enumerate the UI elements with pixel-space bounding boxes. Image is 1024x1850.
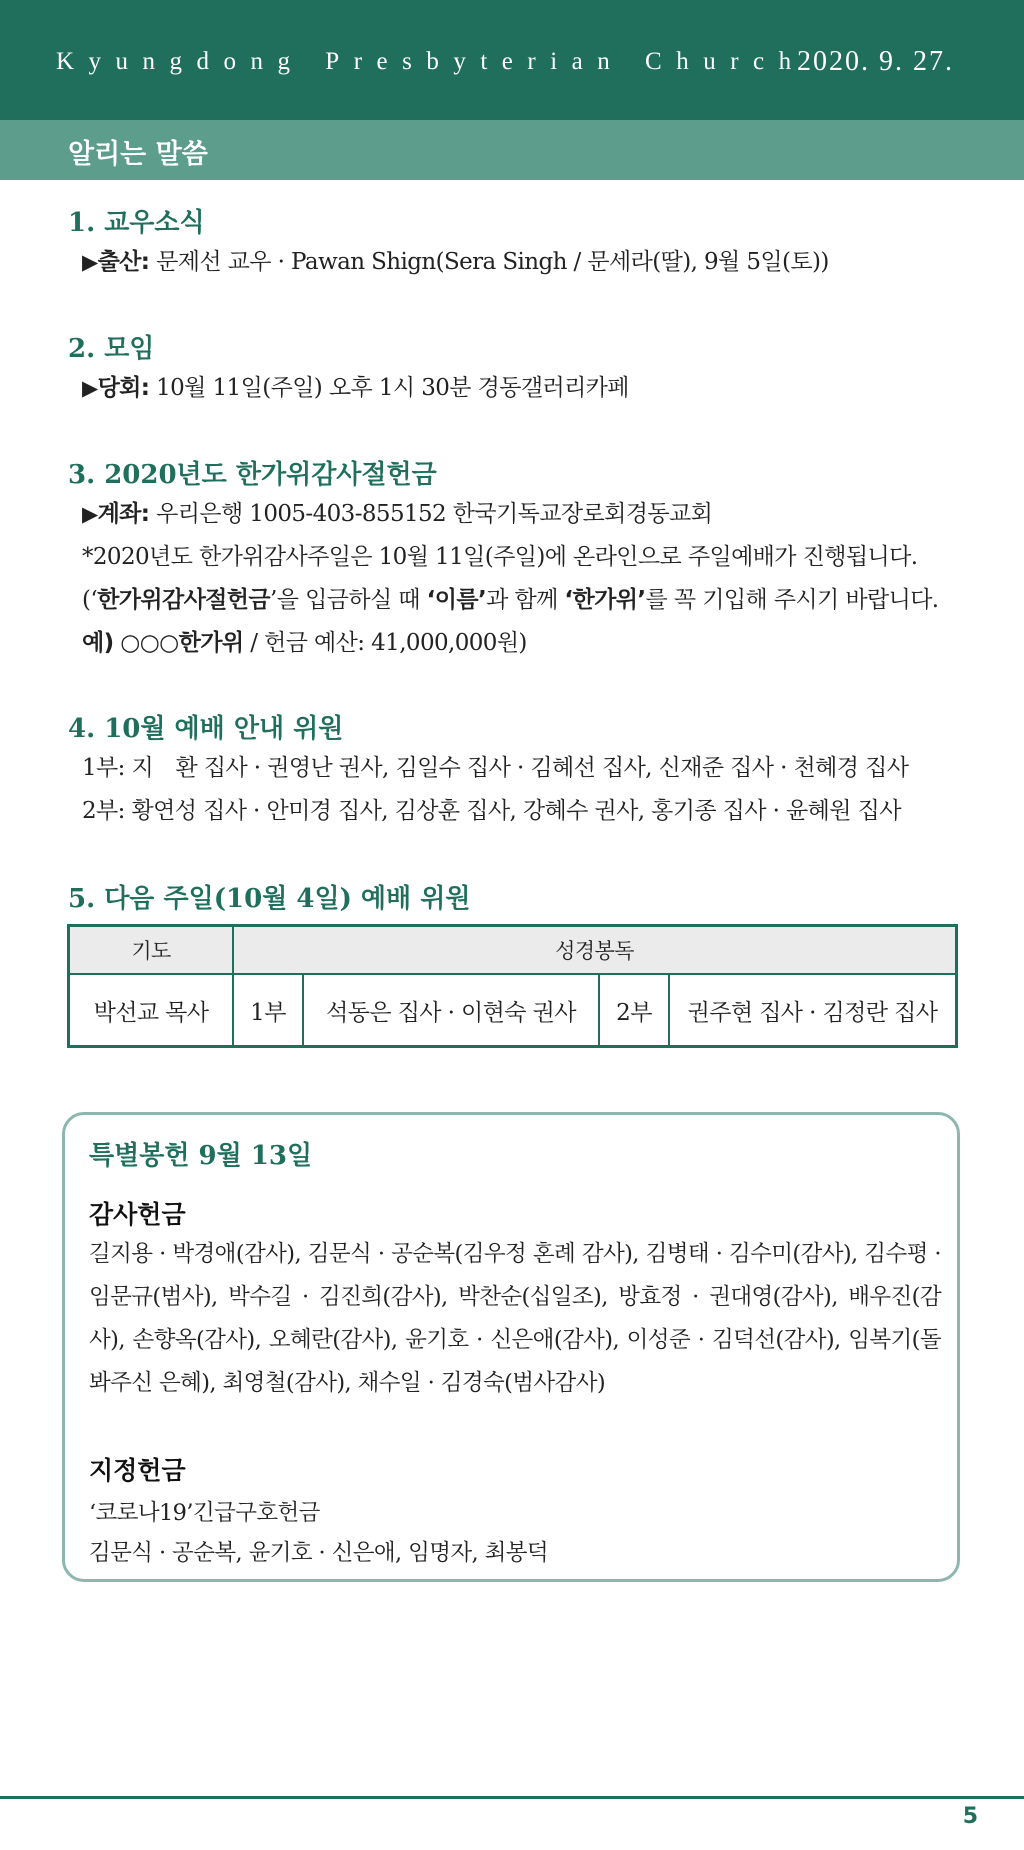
account-text: 우리은행 1005-403-855152 한국기독교장로회경동교회 [149, 501, 713, 527]
special-offering-box [62, 1112, 960, 1582]
designated-offering-names: 김문식 · 공순복, 윤기호 · 신은애, 임명자, 최봉덕 [89, 1540, 549, 1566]
bulletin-date: 2020. 9. 27. [797, 46, 954, 77]
section-ushers [68, 708, 968, 833]
bullet-icon: ▶ [82, 376, 98, 400]
account-label: 계좌: [97, 501, 150, 527]
note-bold: 한가위감사절헌금 [97, 587, 271, 613]
note-bold: ‘한가위’ [564, 587, 646, 613]
section-title: 1. 교우소식 [68, 208, 205, 238]
section-title: 5. 다음 주일(10월 4일) 예배 위원 [68, 884, 471, 914]
church-name: Kyungdong Presbyterian Church [56, 48, 806, 75]
news-line [82, 241, 968, 284]
note-line [82, 579, 968, 622]
section-title: 4. 10월 예배 안내 위원 [68, 714, 344, 744]
header-prayer: 기도 [69, 926, 234, 975]
section-next-service [68, 878, 968, 915]
section-title: 2. 모임 [68, 334, 155, 364]
note-text: 과 함께 [486, 587, 565, 613]
example-bold: 한가위 [178, 630, 244, 656]
header-scripture: 성경봉독 [233, 926, 957, 975]
meeting-text: 10월 11일(주일) 오후 1시 30분 경동갤러리카페 [149, 375, 629, 401]
offering-title: 특별봉헌 9월 13일 [89, 1141, 313, 1171]
example-circles: ○○○ [113, 630, 179, 656]
footer-rule [0, 1796, 1024, 1799]
note-line: *2020년도 한가위감사주일은 10월 11일(주일)에 온라인으로 주일예배가 진행됩니다. [82, 544, 918, 570]
section-header-bar [0, 120, 1024, 180]
note-text: 를 꼭 기입해 주시기 바랍니다. [645, 587, 939, 613]
usher-line-1: 1부: 지 환 집사 · 권영난 권사, 김일수 집사 · 김혜선 집사, 신재준 집사 · 천혜경 집사 [82, 755, 909, 781]
meeting-line [82, 367, 968, 410]
header-bar [0, 0, 1024, 120]
page-number: 5 [962, 1804, 978, 1829]
table-header-row [69, 926, 957, 975]
bullet-icon: ▶ [82, 502, 98, 526]
section-thanksgiving-offering [68, 454, 968, 665]
news-text: 문제선 교우 · Pawan Shign(Sera Singh / 문세라(딸), 9월 5일(토)) [149, 249, 829, 275]
note-bold: ‘이름’ [426, 587, 487, 613]
part2-cell: 2부 [599, 974, 669, 1047]
designated-offering-line: ‘코로나19’긴급구호헌금 [89, 1500, 320, 1526]
section-header-title: 알리는 말씀 [68, 139, 208, 170]
example-label: 예) [82, 630, 114, 656]
reader1-cell: 석동은 집사 · 이현숙 권사 [303, 974, 599, 1047]
thanks-offering-list: 길지용 · 박경애(감사), 김문식 · 공순복(김우정 혼례 감사), 김병태 · 김수미(감사), 김수평 · 임문규(범사), 박수길 · 김진희(감사), 박찬순(십일조), 방효정 · 권대영(감사), 배우진(감사), 손향옥(감사), 오혜란(감사), 윤기호 · 신은애(감사), 이성준 · 김덕선(감사), 임복기(돌봐주신 은혜), 최영철(감사), 채수일 · 김경숙(범사감사) [89, 1241, 941, 1396]
thanks-offering-title: 감사헌금 [89, 1200, 186, 1229]
section-meeting [68, 328, 968, 410]
account-line [82, 493, 968, 536]
designated-offering-title: 지정헌금 [89, 1456, 186, 1485]
example-line [82, 622, 968, 665]
prayer-cell: 박선교 목사 [69, 974, 234, 1047]
bullet-icon: ▶ [82, 250, 98, 274]
news-label: 출산: [97, 249, 150, 275]
reader2-cell: 권주현 집사 · 김정란 집사 [669, 974, 957, 1047]
part1-cell: 1부 [233, 974, 303, 1047]
note-text: (‘ [82, 587, 98, 613]
service-roster-table [67, 924, 958, 1048]
usher-line-2: 2부: 황연성 집사 · 안미경 집사, 김상훈 집사, 강혜수 권사, 홍기종 집사 · 윤혜원 집사 [82, 798, 901, 824]
example-text: / 헌금 예산: 41,000,000원) [243, 630, 527, 656]
section-title: 3. 2020년도 한가위감사절헌금 [68, 460, 437, 490]
note-text: ’을 입금하실 때 [270, 587, 427, 613]
section-family-news [68, 202, 968, 284]
meeting-label: 당회: [97, 375, 150, 401]
table-row [69, 974, 957, 1047]
